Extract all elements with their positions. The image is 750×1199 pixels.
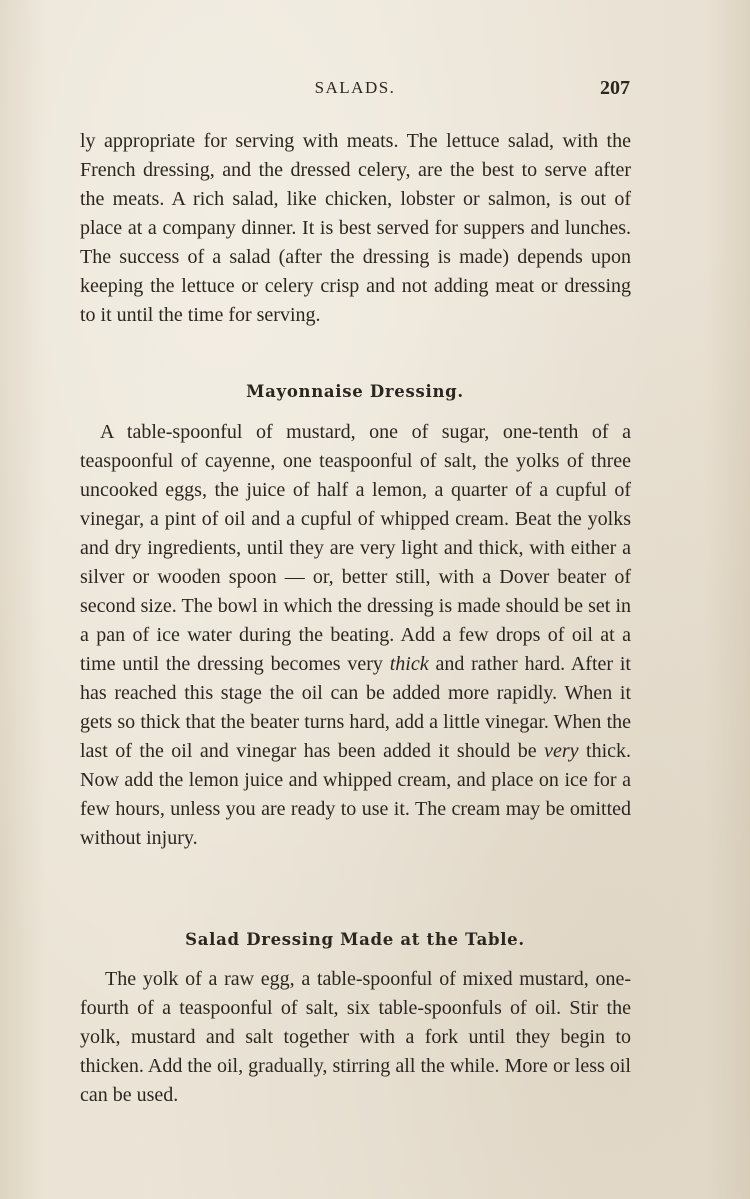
mayonnaise-text-part-2: and rather hard. After it has reached this stage the oil can be added more rapidly. When it gets so thick that the beater turns hard, add a little vinegar. When the last of the oil and vinegar has been added it should be — [80, 653, 631, 762]
emphasis-very: very — [544, 740, 579, 762]
running-head — [80, 78, 630, 104]
mayonnaise-heading: Mayonnaise Dressing. — [246, 382, 464, 401]
emphasis-thick: thick — [389, 653, 429, 675]
table-dressing-heading: Salad Dressing Made at the Table. — [185, 930, 525, 949]
page-number: 207 — [600, 77, 630, 99]
mayonnaise-paragraph — [80, 418, 631, 853]
table-dressing-paragraph: The yolk of a raw egg, a table-spoonful of mixed mustard, one-fourth of a teaspoonful of salt, six table-spoonfuls of oil. Stir the yolk, mustard and salt together with a fork until they begin to thicken. Add the oil, gradually, stirring all the while. More or less oil can be used. — [80, 968, 631, 1106]
running-title: SALADS. — [314, 78, 396, 97]
mayonnaise-text-part-3: thick. Now add the lemon juice and whipped cream, and place on ice for a few hours, unless you are ready to use it. The cream may be omitted without injury. — [80, 740, 632, 849]
intro-paragraph: ly appropriate for serving with meats. The lettuce salad, with the French dressing, and the dressed celery, are the best to serve after the meats. A rich salad, like chicken, lobster or salmon, is out of place at a company dinner. It is best served for suppers and lunches. The success of a salad (after the dressing is made) depends upon keeping the lettuce or celery crisp and not adding meat or dressing to it until the time for serving. — [80, 130, 631, 326]
mayonnaise-text-part-1: A table-spoonful of mustard, one of sugar, one-tenth of a teaspoonful of cayenne, one teaspoonful of salt, the yolks of three uncooked eggs, the juice of half a lemon, a quarter of a cupful of vinegar, a pint of oil and a cupful of whipped cream. Beat the yolks and dry ingredients, until they are very light and thick, with either a silver or wooden spoon — or, better still, with a Dover beater of second size. The bowl in which the dressing is made should be set in a pan of ice water during the beating. Add a few drops of oil at a time until the dressing becomes very — [80, 421, 631, 675]
